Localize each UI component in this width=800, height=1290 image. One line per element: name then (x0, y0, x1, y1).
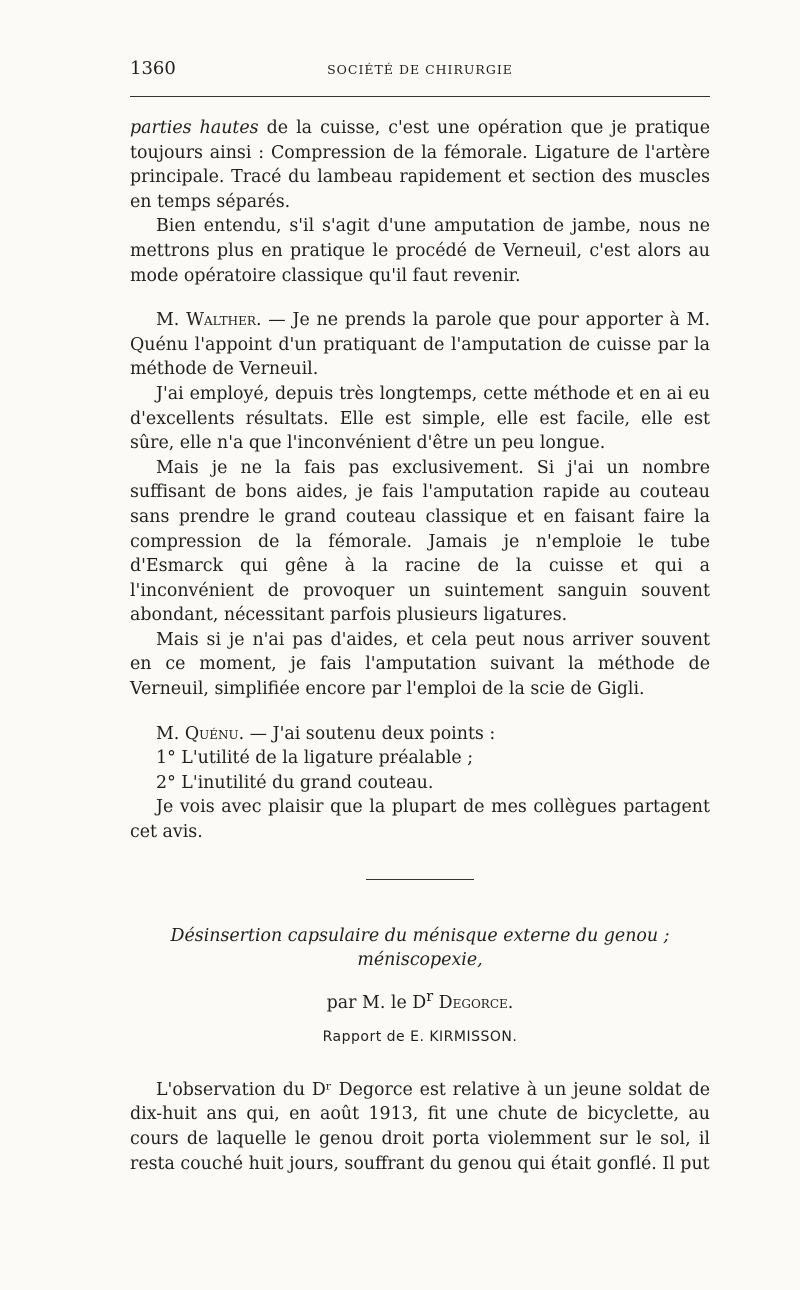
page-header (130, 58, 710, 82)
paragraph-text: . — Je ne prends la parole que pour apporter à M. Quénu l'appoint d'un pratiquant de l'amputation de cuisse par la méthode de Verneuil. (130, 310, 710, 380)
article-title (130, 924, 710, 973)
paragraph: J'ai employé, depuis très longtemps, cette méthode et en ai eu d'excellents résultats. Elle est simple, elle est facile, elle est sûre, elle n'a que l'inconvénient d'être un peu longue. (130, 383, 710, 454)
paragraph-text: de la cuisse, c'est une opération que je pratique toujours ainsi : Compression de la fémorale. Ligature de l'artère principale. Tracé du lambeau rapidement et section des muscles en temps séparés. (130, 118, 710, 212)
running-head: SOCIÉTÉ DE CHIRURGIE (327, 62, 513, 77)
paragraph-quenu (130, 722, 710, 747)
author-name: Degorce (438, 992, 508, 1013)
article-byline (130, 985, 710, 1015)
header-rule (130, 96, 710, 97)
byline-sup: r (426, 988, 434, 1005)
paragraph: Bien entendu, s'il s'agit d'une amputation de jambe, nous ne mettrons plus en pratique le procédé de Verneuil, c'est alors au mode opératoire classique qu'il faut revenir. (130, 216, 710, 286)
paragraph: Je vois avec plaisir que la plupart de mes collègues partagent cet avis. (130, 797, 710, 843)
page-number: 1360 (130, 58, 176, 79)
speaker-name: Quénu (184, 723, 239, 744)
paragraph (130, 116, 710, 214)
byline-end: . (507, 992, 514, 1013)
paragraph: Mais si je n'ai pas d'aides, et cela peut nous arriver souvent en ce moment, je fais l'amputation suivant la méthode de Verneuil, simplifiée encore par l'emploi de la scie de Gigli. (130, 629, 710, 700)
paragraph: L'observation du Dʳ Degorce est relative à un jeune soldat de dix-huit ans qui, en août 1913, fit une chute de bicyclette, au cours de laquelle le genou droit porta violemment sur le sol, il resta couché huit jours, souffrant du genou qui était gonflé. Il put (130, 1079, 710, 1174)
article-title-line: méniscopexie, (357, 950, 483, 971)
report-line: Rapport de E. KIRMISSON. (322, 1029, 518, 1046)
paragraph: Mais je ne la fais pas exclusivement. Si j'ai un nombre suffisant de bons aides, je fais l'amputation rapide au couteau sans prendre le grand couteau classique et en faisant faire la compression de la fémorale. Jamais je n'emploie le tube d'Esmarck qui gêne à la racine de la cuisse et qui a l'inconvénient de provoquer un suintement sanguin souvent abondant, nécessitant parfois plusieurs ligatures. (130, 457, 710, 626)
italic-phrase: parties hautes (130, 118, 259, 138)
speaker-name: Walther (186, 310, 256, 331)
speaker-prefix: M. (156, 723, 185, 744)
point-2: 2° L'inutilité du grand couteau. (156, 772, 434, 793)
paragraph-walther (130, 308, 710, 382)
article-title-line: Désinsertion capsulaire du ménisque externe du genou ; (170, 925, 670, 946)
page-body (130, 116, 710, 1176)
point-1: 1° L'utilité de la ligature préalable ; (156, 748, 474, 769)
byline-prefix: par M. le D (326, 992, 427, 1013)
speaker-prefix: M. (156, 310, 187, 331)
section-divider (366, 879, 474, 880)
paragraph-text: . — J'ai soutenu deux points : (238, 723, 496, 744)
